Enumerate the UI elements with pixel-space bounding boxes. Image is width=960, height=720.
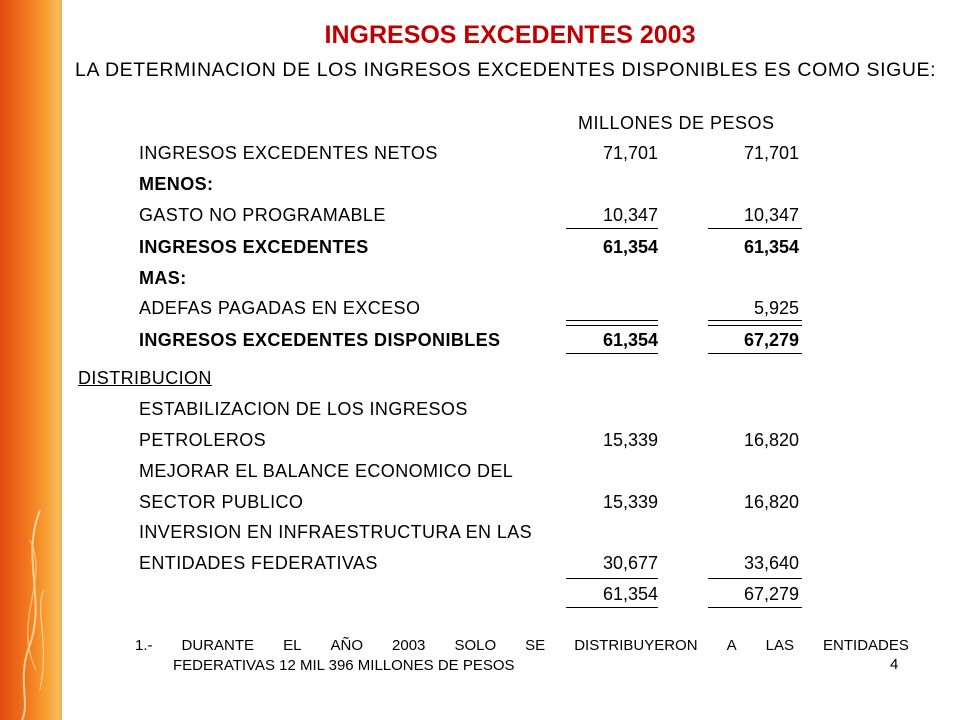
distribution-total-rule-col1 <box>566 607 658 608</box>
footnote-word: SOLO <box>454 637 497 654</box>
decorative-sidebar <box>0 0 62 720</box>
row-label: MAS: <box>139 268 187 288</box>
row-gasto-no-programable <box>0 205 960 231</box>
value-col2: 71,701 <box>743 143 799 163</box>
footnote-word: DURANTE <box>181 637 255 654</box>
row-label: ENTIDADES FEDERATIVAS <box>139 553 378 573</box>
row-balance-line1 <box>0 461 960 487</box>
subtitle: LA DETERMINACION DE LOS INGRESOS EXCEDENTES DISPONIBLES ES COMO SIGUE: <box>75 59 937 81</box>
value-col2: 5,925 <box>753 298 799 318</box>
row-distribution-total <box>0 584 960 610</box>
units-header: MILLONES DE PESOS <box>578 113 775 133</box>
row-label: INVERSION EN INFRAESTRUCTURA EN LAS <box>139 522 533 542</box>
footnote-word: ENTIDADES <box>823 637 909 654</box>
footnote-word: AÑO <box>330 637 363 654</box>
row-label: INGRESOS EXCEDENTES NETOS <box>139 143 438 163</box>
footnote-word: A <box>726 637 737 654</box>
total-rule-col1 <box>566 353 658 354</box>
value-col2: 67,279 <box>743 330 799 350</box>
footnote <box>135 636 909 676</box>
value-col1: 15,339 <box>602 492 658 512</box>
page-number: 4 <box>890 656 899 673</box>
footnote-word: 1.- <box>135 637 153 654</box>
row-mas <box>0 268 960 294</box>
row-ingresos-netos <box>0 143 960 169</box>
value-col1: 61,354 <box>602 237 658 257</box>
row-ingresos-disponibles <box>0 330 960 356</box>
footnote-word: EL <box>283 637 302 654</box>
value-col1: 61,354 <box>602 330 658 350</box>
value-col2: 16,820 <box>743 430 799 450</box>
row-label: GASTO NO PROGRAMABLE <box>139 205 386 225</box>
row-entidades-federativas <box>0 553 960 579</box>
double-rule-col1-top <box>566 320 658 321</box>
row-adefas <box>0 298 960 324</box>
footnote-word: 2003 <box>392 637 426 654</box>
value-col1: 71,701 <box>602 143 658 163</box>
value-col1: 10,347 <box>602 205 658 225</box>
value-col2: 16,820 <box>743 492 799 512</box>
double-rule-col1-bottom <box>566 325 658 326</box>
row-ingresos-excedentes <box>0 237 960 263</box>
row-estabilizacion-line1 <box>0 399 960 425</box>
value-col1: 30,677 <box>602 553 658 573</box>
row-label: SECTOR PUBLICO <box>139 492 304 512</box>
value-col2: 67,279 <box>743 584 799 604</box>
sidebar-edge <box>59 0 62 720</box>
row-label: MENOS: <box>139 174 214 194</box>
page-title: INGRESOS EXCEDENTES 2003 <box>324 21 696 49</box>
distribution-heading: DISTRIBUCION <box>78 368 212 388</box>
footnote-word: DISTRIBUYERON <box>574 637 698 654</box>
footnote-word: SE <box>525 637 546 654</box>
footnote-line2: FEDERATIVAS 12 MIL 396 MILLONES DE PESOS <box>173 657 515 674</box>
value-col2: 33,640 <box>743 553 799 573</box>
row-label: INGRESOS EXCEDENTES <box>139 237 369 257</box>
total-rule-col2 <box>708 353 802 354</box>
value-col2: 10,347 <box>743 205 799 225</box>
row-sector-publico <box>0 492 960 518</box>
footnote-word: LAS <box>765 637 794 654</box>
distribution-rule-col2 <box>708 578 802 579</box>
row-label: ADEFAS PAGADAS EN EXCESO <box>139 298 421 318</box>
row-infraestructura-line1 <box>0 522 960 548</box>
flame-swirl-icon <box>0 0 62 720</box>
value-col2: 61,354 <box>743 237 799 257</box>
double-rule-col2-bottom <box>708 325 802 326</box>
row-label: PETROLEROS <box>139 430 267 450</box>
footnote-line1 <box>135 636 909 656</box>
value-col1: 61,354 <box>602 584 658 604</box>
row-label: ESTABILIZACION DE LOS INGRESOS <box>139 399 468 419</box>
row-petroleros <box>0 430 960 456</box>
row-label: MEJORAR EL BALANCE ECONOMICO DEL <box>139 461 514 481</box>
subtotal-rule-col2 <box>708 228 802 229</box>
row-label: INGRESOS EXCEDENTES DISPONIBLES <box>139 330 501 350</box>
row-menos <box>0 174 960 200</box>
distribution-rule-col1 <box>566 578 658 579</box>
value-col1: 15,339 <box>602 430 658 450</box>
double-rule-col2-top <box>708 320 802 321</box>
subtotal-rule-col1 <box>566 228 658 229</box>
distribution-total-rule-col2 <box>708 607 802 608</box>
